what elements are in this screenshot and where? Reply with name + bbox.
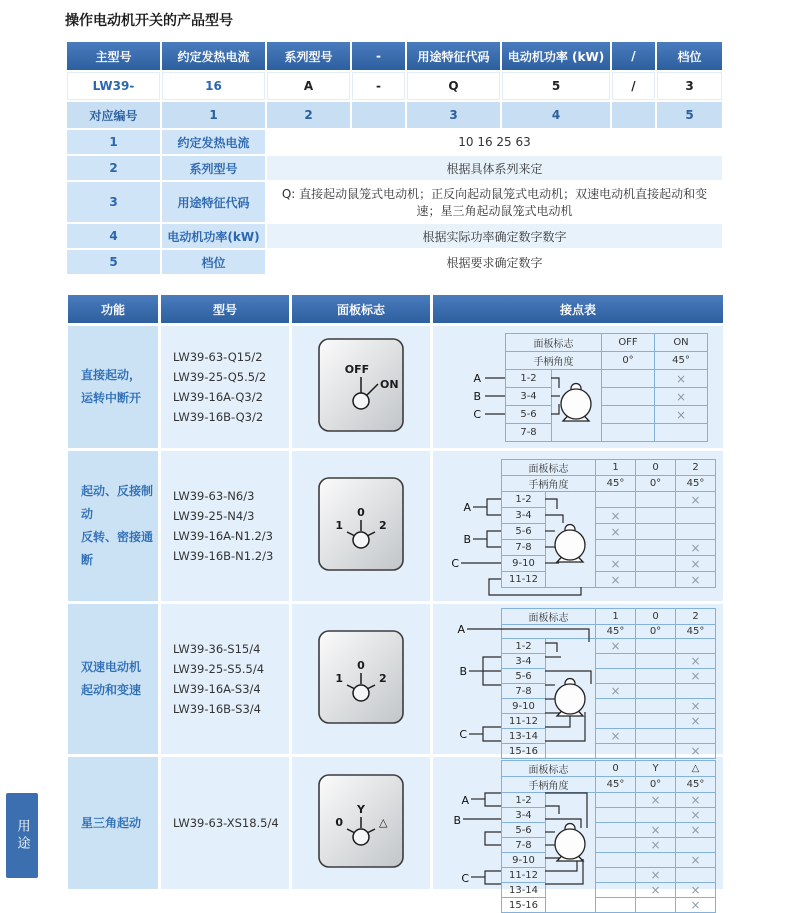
contact-id: 15-16 (502, 898, 546, 913)
contact-mark: × (596, 508, 636, 524)
terminal-label: A (457, 623, 465, 636)
function-table (65, 292, 726, 912)
contact-mark (602, 406, 655, 424)
index-cell: 2 (267, 102, 350, 128)
position-label: 0 (596, 761, 636, 777)
contact-mark (636, 508, 676, 524)
function-line: 起动、反接制动 (81, 484, 154, 522)
switch-knob-icon (353, 685, 369, 701)
contact-cell (433, 757, 723, 912)
contact-mark (676, 729, 716, 744)
panel-label-star: Y (357, 803, 365, 816)
contact-table (505, 333, 708, 442)
model-number: LW39-16A-Q3/2 (173, 390, 263, 404)
function-row (68, 604, 723, 754)
contact-mark: × (676, 853, 716, 868)
example-cell: 3 (657, 72, 722, 100)
contact-mark (596, 838, 636, 853)
contact-id: 5-6 (502, 669, 546, 684)
note-row (67, 250, 722, 274)
angle-value: 45° (676, 476, 716, 492)
header-cell: 用途特征代码 (407, 42, 500, 70)
contact-mark (676, 684, 716, 699)
contact-mark (596, 654, 636, 669)
model-number: LW39-63-XS18.5/4 (173, 815, 279, 830)
contact-mark: × (676, 556, 716, 572)
index-cell (352, 102, 405, 128)
models-cell (161, 604, 289, 754)
contact-id: 7-8 (502, 838, 546, 853)
contact-cell (433, 451, 723, 601)
example-cell: LW39- (67, 72, 160, 100)
header-cell: 约定发热电流 (162, 42, 265, 70)
angle-value: 0° (636, 476, 676, 492)
contact-mark: × (596, 524, 636, 540)
models-cell (161, 757, 289, 889)
position-label: 1 (596, 460, 636, 476)
contact-mark: × (636, 793, 676, 808)
note-label: 约定发热电流 (162, 130, 265, 154)
function-line: 运转中断开 (81, 391, 142, 405)
contact-mark: × (596, 729, 636, 744)
note-description: 根据具体系列来定 (267, 156, 722, 180)
contact-mark (602, 388, 655, 406)
header-cell: 系列型号 (267, 42, 350, 70)
switch-panel-graphic (317, 629, 405, 725)
panel-label-2: 2 (379, 672, 387, 685)
header-cell: 面板标志 (292, 295, 430, 323)
example-code-row (67, 72, 722, 100)
terminal-label: B (453, 814, 461, 827)
panel-cell (292, 451, 430, 601)
model-number: LW39-16B-S3/4 (173, 702, 261, 717)
contact-id: 3-4 (506, 388, 552, 406)
example-cell: A (267, 72, 350, 100)
panel-cell (292, 326, 430, 448)
contact-mark: × (596, 639, 636, 654)
contact-mark: × (636, 823, 676, 838)
model-number: LW39-25-N4/3 (173, 508, 255, 523)
example-cell: Q (407, 72, 500, 100)
terminal-label: A (473, 372, 481, 385)
contact-table-area (433, 326, 723, 448)
switch-knob-icon (353, 393, 369, 409)
contact-mark: × (676, 714, 716, 729)
contact-mark (596, 853, 636, 868)
contact-id: 13-14 (502, 883, 546, 898)
function-line: 星三角起动 (81, 815, 142, 830)
panel-label-1: 1 (335, 519, 343, 532)
contact-mark (676, 524, 716, 540)
contact-id: 11-12 (502, 572, 546, 588)
angle-header (502, 625, 596, 639)
model-number: LW39-16B-N1.2/3 (173, 549, 274, 564)
contact-mark: × (676, 744, 716, 759)
function-line: 起动和变速 (81, 683, 142, 697)
contact-cell (433, 604, 723, 758)
function-cell (68, 757, 158, 889)
contact-id: 15-16 (502, 744, 546, 759)
contact-mark: × (676, 540, 716, 556)
model-number: LW39-63-N6/3 (173, 488, 255, 503)
note-number: 2 (67, 156, 160, 180)
note-description: 根据要求确定数字 (267, 250, 722, 274)
header-cell: 接点表 (433, 295, 723, 323)
function-row (68, 451, 723, 601)
note-description: 10 16 25 63 (267, 130, 722, 154)
contact-header: 面板标志 (502, 761, 596, 777)
angle-value: 45° (676, 625, 716, 639)
contact-mark: × (676, 572, 716, 588)
contact-mark (636, 669, 676, 684)
contact-id: 5-6 (502, 524, 546, 540)
position-label: OFF (602, 334, 655, 352)
contact-mark (636, 808, 676, 823)
model-number: LW39-16A-S3/4 (173, 682, 261, 696)
contact-mark (636, 572, 676, 588)
contact-mark: × (655, 370, 708, 388)
example-cell: 5 (502, 72, 610, 100)
function-line: 直接起动， (81, 368, 142, 383)
contact-mark: × (676, 823, 716, 838)
function-cell (68, 604, 158, 754)
angle-value: 45° (596, 625, 636, 639)
contact-id: 7-8 (506, 424, 552, 442)
angle-header: 手柄角度 (506, 352, 602, 370)
example-cell: - (352, 72, 405, 100)
contact-table (501, 459, 716, 588)
model-number: LW39-25-S5.5/4 (173, 661, 265, 676)
example-cell: / (612, 72, 655, 100)
note-label: 档位 (162, 250, 265, 274)
function-header-row (68, 295, 723, 323)
model-header-row (67, 42, 722, 70)
contact-mark (596, 898, 636, 913)
function-line: 反转、密接通断 (81, 530, 154, 567)
contact-mark (636, 853, 676, 868)
contact-mark: × (676, 492, 716, 508)
contact-id: 7-8 (502, 540, 546, 556)
contact-mark: × (596, 684, 636, 699)
header-cell: 电动机功率 (kW) (502, 42, 610, 70)
contact-mark (596, 823, 636, 838)
panel-label-on: ON (380, 378, 399, 391)
switch-panel-graphic (317, 337, 405, 433)
index-cell: 对应编号 (67, 102, 160, 128)
position-label: 0 (636, 609, 676, 625)
angle-value: 45° (596, 777, 636, 793)
side-tab-usage[interactable] (6, 793, 38, 878)
contact-id: 3-4 (502, 654, 546, 669)
angle-value: 45° (676, 777, 716, 793)
terminal-label: C (461, 872, 469, 885)
header-cell: 功能 (68, 295, 158, 323)
angle-header: 手柄角度 (502, 476, 596, 492)
contact-mark (676, 508, 716, 524)
contact-table-area (433, 451, 723, 601)
note-description: Q: 直接起动鼠笼式电动机；正反向起动鼠笼式电动机；双速电动机直接起动和变速；星三角起动鼠笼式电动机 (267, 182, 722, 222)
note-label: 用途特征代码 (162, 182, 265, 222)
angle-value: 0° (636, 625, 676, 639)
position-label: 1 (596, 609, 636, 625)
angle-value: 0° (636, 777, 676, 793)
terminal-label: B (459, 665, 467, 678)
contact-mark (676, 639, 716, 654)
function-row (68, 757, 723, 889)
contact-mark (602, 370, 655, 388)
note-number: 1 (67, 130, 160, 154)
panel-label-delta: △ (379, 816, 388, 829)
note-number: 5 (67, 250, 160, 274)
index-cell: 5 (657, 102, 722, 128)
contact-header: 面板标志 (506, 334, 602, 352)
switch-knob-icon (353, 532, 369, 548)
switch-panel-graphic (317, 476, 405, 572)
note-row (67, 224, 722, 248)
contact-id: 1-2 (506, 370, 552, 388)
contact-id: 9-10 (502, 699, 546, 714)
header-cell: 主型号 (67, 42, 160, 70)
motor-area (552, 370, 602, 442)
model-number: LW39-25-Q5.5/2 (173, 369, 267, 384)
note-number: 3 (67, 182, 160, 222)
panel-cell (292, 757, 430, 889)
motor-area (546, 492, 596, 588)
model-number: LW39-36-S15/4 (173, 641, 261, 656)
angle-value: 45° (655, 352, 708, 370)
contact-mark (636, 524, 676, 540)
header-cell: / (612, 42, 655, 70)
note-label: 系列型号 (162, 156, 265, 180)
contact-table (501, 608, 716, 759)
model-number: LW39-16A-N1.2/3 (173, 529, 273, 543)
terminal-label: A (463, 501, 471, 514)
function-line: 双速电动机 (81, 660, 142, 675)
contact-mark (596, 669, 636, 684)
contact-mark: × (676, 808, 716, 823)
contact-mark (636, 492, 676, 508)
models-cell (161, 451, 289, 601)
contact-mark: × (655, 406, 708, 424)
position-label: 0 (636, 460, 676, 476)
header-cell: - (352, 42, 405, 70)
contact-mark: × (655, 388, 708, 406)
contact-mark: × (676, 654, 716, 669)
angle-header: 手柄角度 (502, 777, 596, 793)
contact-header: 面板标志 (502, 460, 596, 476)
index-row (67, 102, 722, 128)
contact-id: 11-12 (502, 714, 546, 729)
contact-id: 1-2 (502, 639, 546, 654)
header-cell: 档位 (657, 42, 722, 70)
contact-mark (602, 424, 655, 442)
index-cell: 1 (162, 102, 265, 128)
contact-mark (596, 492, 636, 508)
contact-mark: × (676, 793, 716, 808)
panel-label-0: 0 (357, 506, 365, 519)
page-title: 操作电动机开关的产品型号 (65, 13, 233, 29)
contact-id: 13-14 (502, 729, 546, 744)
terminal-label: A (461, 794, 469, 807)
panel-cell (292, 604, 430, 754)
position-label: 2 (676, 460, 716, 476)
motor-area (546, 639, 596, 759)
contact-mark (636, 684, 676, 699)
header-cell: 型号 (161, 295, 289, 323)
contact-id: 1-2 (502, 492, 546, 508)
contact-mark: × (596, 556, 636, 572)
contact-mark: × (636, 883, 676, 898)
note-row (67, 182, 722, 222)
contact-table-area (433, 757, 723, 912)
contact-mark (676, 868, 716, 883)
contact-id: 9-10 (502, 556, 546, 572)
contact-id: 3-4 (502, 808, 546, 823)
contact-mark (636, 898, 676, 913)
contact-id: 9-10 (502, 853, 546, 868)
note-number: 4 (67, 224, 160, 248)
contact-id: 5-6 (502, 823, 546, 838)
contact-header: 面板标志 (502, 609, 596, 625)
terminal-label: C (451, 557, 459, 570)
contact-mark (596, 699, 636, 714)
contact-mark (636, 714, 676, 729)
contact-id: 3-4 (502, 508, 546, 524)
panel-label-0: 0 (335, 816, 343, 829)
contact-mark (596, 808, 636, 823)
contact-id: 5-6 (506, 406, 552, 424)
side-tab-label: 用途 (14, 818, 30, 853)
contact-mark (596, 540, 636, 556)
note-row (67, 130, 722, 154)
position-label: 2 (676, 609, 716, 625)
contact-mark (596, 868, 636, 883)
motor-area (546, 793, 596, 913)
contact-mark (636, 556, 676, 572)
index-cell: 4 (502, 102, 610, 128)
example-cell: 16 (162, 72, 265, 100)
terminal-label: C (473, 408, 481, 421)
contact-mark (636, 540, 676, 556)
contact-mark (676, 838, 716, 853)
contact-table-area (433, 604, 723, 758)
contact-mark: × (636, 838, 676, 853)
contact-mark: × (596, 572, 636, 588)
panel-label-off: OFF (344, 363, 370, 376)
contact-mark (636, 699, 676, 714)
position-label: Y (636, 761, 676, 777)
models-cell (161, 326, 289, 448)
terminal-label: C (459, 728, 467, 741)
contact-id: 11-12 (502, 868, 546, 883)
contact-table (501, 760, 716, 913)
model-number: LW39-63-Q15/2 (173, 349, 263, 364)
position-label: △ (676, 761, 716, 777)
angle-value: 45° (596, 476, 636, 492)
function-row (68, 326, 723, 448)
contact-cell (433, 326, 723, 448)
note-row (67, 156, 722, 180)
switch-knob-icon (353, 829, 369, 845)
position-label: ON (655, 334, 708, 352)
contact-mark: × (676, 898, 716, 913)
contact-mark (655, 424, 708, 442)
model-number: LW39-16B-Q3/2 (173, 410, 264, 425)
contact-id: 1-2 (502, 793, 546, 808)
panel-label-2: 2 (379, 519, 387, 532)
panel-label-1: 1 (335, 672, 343, 685)
note-description: 根据实际功率确定数字数字 (267, 224, 722, 248)
contact-mark (636, 729, 676, 744)
contact-id: 7-8 (502, 684, 546, 699)
model-code-table (65, 40, 724, 276)
contact-mark: × (676, 669, 716, 684)
contact-mark: × (636, 868, 676, 883)
contact-mark (596, 714, 636, 729)
note-label: 电动机功率(kW) (162, 224, 265, 248)
terminal-label: B (473, 390, 481, 403)
contact-mark: × (676, 699, 716, 714)
contact-mark (636, 654, 676, 669)
switch-panel-graphic (317, 773, 405, 869)
contact-mark (596, 883, 636, 898)
contact-mark: × (676, 883, 716, 898)
index-cell (612, 102, 655, 128)
angle-value: 0° (602, 352, 655, 370)
contact-mark (636, 639, 676, 654)
terminal-label: B (463, 533, 471, 546)
index-cell: 3 (407, 102, 500, 128)
contact-mark (596, 793, 636, 808)
function-cell (68, 326, 158, 448)
panel-label-0: 0 (357, 659, 365, 672)
function-cell (68, 451, 158, 601)
